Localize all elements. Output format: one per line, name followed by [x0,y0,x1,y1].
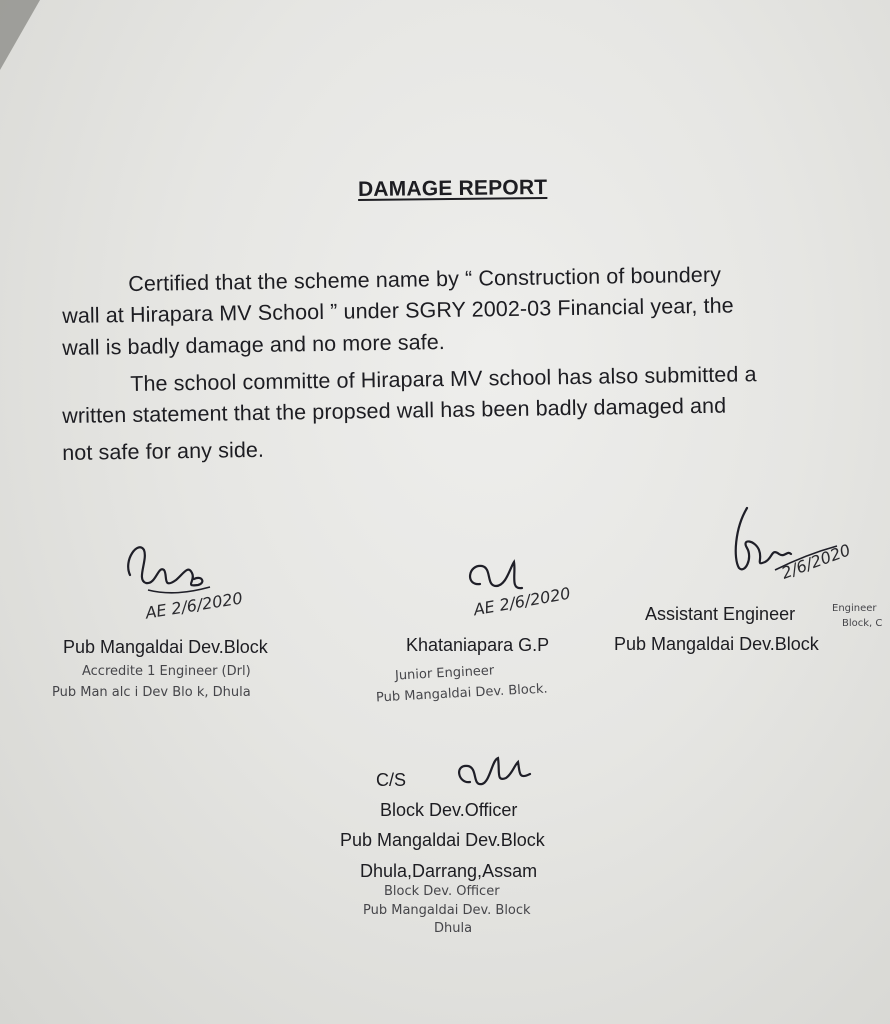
signatory-2-office: Khataniapara G.P [406,635,550,655]
signatory-1-stamp-line2: Pub Man alc i Dev Blo k, Dhula [52,685,251,700]
paragraph1-line1: Certified that the scheme name by “ Construction of boundery [128,262,722,296]
signatory-2-stamp-line2: Pub Mangaldai Dev. Block. [375,681,548,706]
document-title: DAMAGE REPORT [357,176,548,201]
signatory-3-office: Pub Mangaldai Dev.Block [614,634,819,654]
paragraph1-line3: wall is badly damage and no more safe. [62,329,446,360]
officer-location: Dhula,Darrang,Assam [360,861,538,881]
paragraph2-line3: not safe for any side. [62,437,265,465]
signature-1-date: AE 2/6/2020 [144,588,244,623]
signature-3-date: 2/6/2020 [778,540,853,583]
officer-stamp-line1: Block Dev. Officer [384,884,500,899]
officer-office: Pub Mangaldai Dev.Block [340,830,545,850]
signatory-3-stamp-line2: Block, C [842,618,883,629]
signature-officer [448,752,543,802]
signatory-3-title: Assistant Engineer [645,604,796,624]
paragraph2-line2: written statement that the propsed wall has been badly damaged and [62,393,727,428]
paragraph1-line2: wall at Hirapara MV School ” under SGRY 2002-03 Financial year, the [62,293,734,328]
officer-title: Block Dev.Officer [380,800,518,820]
officer-prefix: C/S [376,770,407,790]
signatory-2-stamp-line1: Junior Engineer [394,663,495,684]
officer-stamp-line3: Dhula [434,921,473,936]
signatory-1-office: Pub Mangaldai Dev.Block [63,637,268,657]
officer-stamp-line2: Pub Mangaldai Dev. Block [363,903,531,918]
signatory-3-stamp-line1: Engineer [832,603,877,614]
paragraph2-line1: The school committe of Hirapara MV school has also submitted a [130,362,757,396]
signature-2-date: AE 2/6/2020 [472,583,572,620]
signatory-1-stamp-line1: Accredite 1 Engineer (Drl) [82,664,251,679]
background-corner [0,0,40,70]
